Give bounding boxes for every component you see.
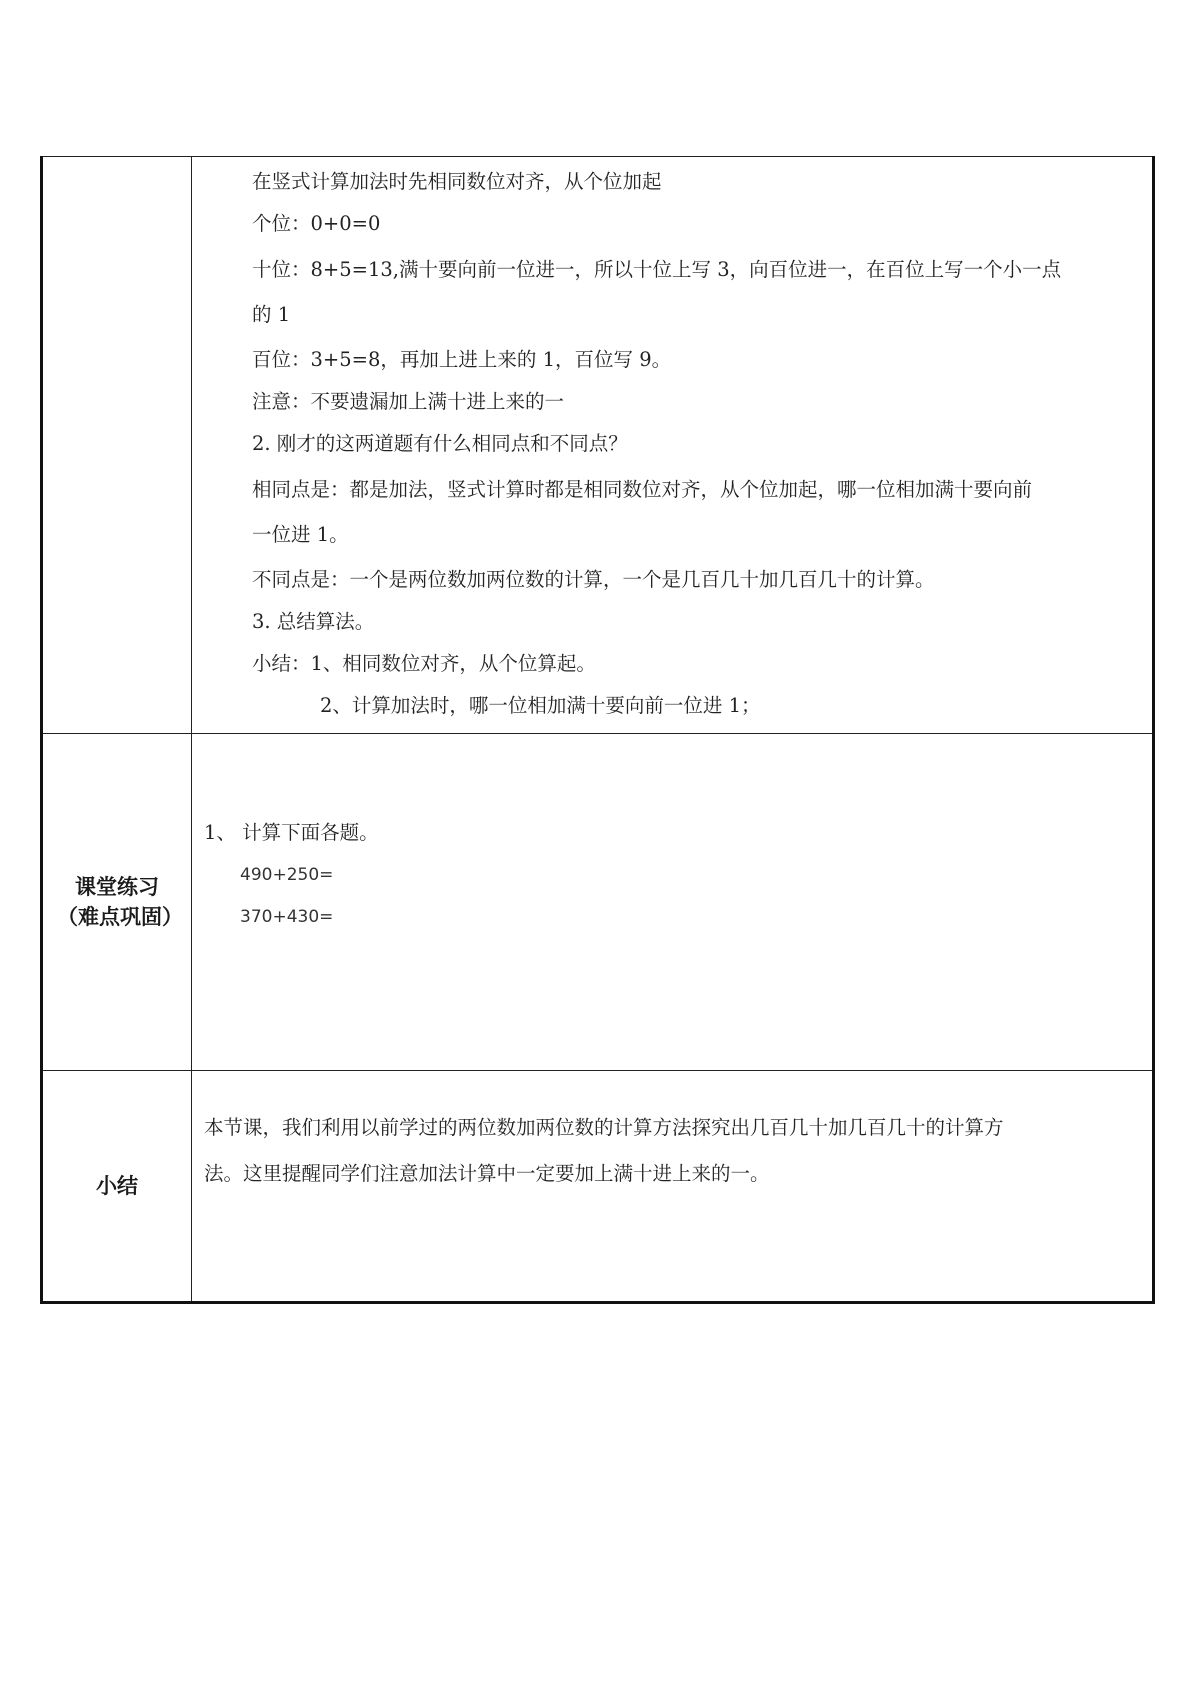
method-row <box>42 157 1154 734</box>
exercise-item: 370+430= <box>240 907 334 927</box>
practice-label: 课堂练习（难点巩固） <box>57 875 183 929</box>
method-line: 的 1 <box>252 303 291 326</box>
method-line: 十位：8+5=13,满十要向前一位进一，所以十位上写 3，向百位进一，在百位上写一个小一点 <box>252 258 1062 281</box>
summary-label: 小结 <box>96 1174 138 1198</box>
practice-label-cell <box>42 734 192 1071</box>
method-line: 3. 总结算法。 <box>252 610 375 633</box>
method-line: 相同点是：都是加法，竖式计算时都是相同数位对齐，从个位加起，哪一位相加满十要向前 <box>252 478 1033 501</box>
method-line: 注意：不要遗漏加上满十进上来的一 <box>252 390 565 413</box>
lesson-plan-table <box>40 156 1155 1304</box>
method-line: 个位：0+0=0 <box>252 212 381 235</box>
exercise-item: 490+250= <box>240 865 334 885</box>
practice-title: 1、 计算下面各题。 <box>204 821 379 844</box>
practice-row <box>42 734 1154 1071</box>
method-line: 一位进 1。 <box>252 523 349 546</box>
method-line: 小结：1、相同数位对齐，从个位算起。 <box>252 652 596 675</box>
method-label-cell <box>42 157 192 734</box>
summary-row <box>42 1071 1154 1303</box>
practice-content <box>192 734 1154 1071</box>
method-content <box>192 157 1154 734</box>
method-line: 百位：3+5=8，再加上进上来的 1，百位写 9。 <box>252 348 672 371</box>
summary-content <box>192 1071 1154 1303</box>
summary-line: 本节课，我们利用以前学过的两位数加两位数的计算方法探究出几百几十加几百几十的计算方 <box>204 1116 1004 1139</box>
summary-line: 法。这里提醒同学们注意加法计算中一定要加上满十进上来的一。 <box>204 1162 770 1185</box>
method-line: 2. 刚才的这两道题有什么相同点和不同点？ <box>252 432 628 455</box>
method-line: 在竖式计算加法时先相同数位对齐，从个位加起 <box>252 170 662 193</box>
method-line: 不同点是：一个是两位数加两位数的计算，一个是几百几十加几百几十的计算。 <box>252 568 935 591</box>
summary-label-cell <box>42 1071 192 1303</box>
method-line: 2、计算加法时，哪一位相加满十要向前一位进 1； <box>320 694 761 717</box>
